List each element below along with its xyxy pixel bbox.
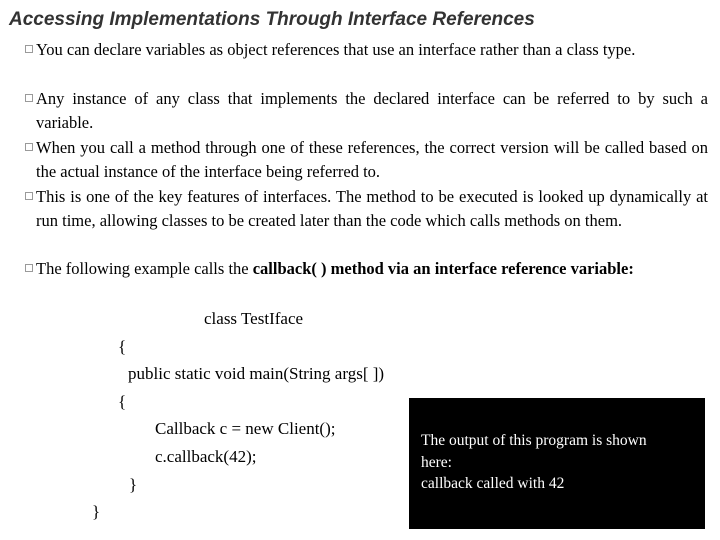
bullet-marker-icon [25, 192, 33, 200]
bullet-text: This is one of the key features of interfaces. The method to be executed is looked up dynamically at run time, allowing classes to be created later than the code which calls methods on them. [36, 187, 708, 230]
bullet-item [36, 87, 708, 134]
output-box [409, 398, 705, 529]
bullet-item [36, 257, 708, 281]
bullet-text: The following example calls the [36, 259, 253, 278]
slide-title: Accessing Implementations Through Interface References [9, 9, 535, 30]
bullet-marker-icon [25, 45, 33, 53]
code-line: c.callback(42); [155, 447, 257, 466]
code-line: } [92, 502, 101, 521]
code-line: public static void main(String args[ ]) [128, 364, 385, 383]
bullet-item [36, 38, 708, 62]
output-line: here: [421, 453, 452, 471]
code-line: class TestIface [204, 309, 304, 328]
bullet-marker-icon [25, 94, 33, 102]
output-line: callback called with 42 [421, 475, 565, 492]
bullet-text: You can declare variables as object references that use an interface rather than a class type. [36, 40, 636, 59]
output-line: The output of this program is shown [421, 432, 647, 449]
bullet-text: When you call a method through one of these references, the correct version will be called based on the actual instance of the interface being referred to. [36, 138, 708, 181]
code-line: } [129, 475, 138, 494]
code-line: { [118, 392, 127, 411]
bullet-item [36, 185, 708, 232]
bullet-item [36, 136, 708, 183]
code-line: { [118, 337, 127, 356]
bullet-marker-icon [25, 264, 33, 272]
bullet-text: Any instance of any class that implements the declared interface can be referred to by such a variable. [36, 89, 708, 132]
bullet-text-bold: callback( ) method via an interface reference variable: [252, 259, 634, 278]
bullet-marker-icon [25, 143, 33, 151]
code-line: Callback c = new Client(); [155, 419, 336, 438]
